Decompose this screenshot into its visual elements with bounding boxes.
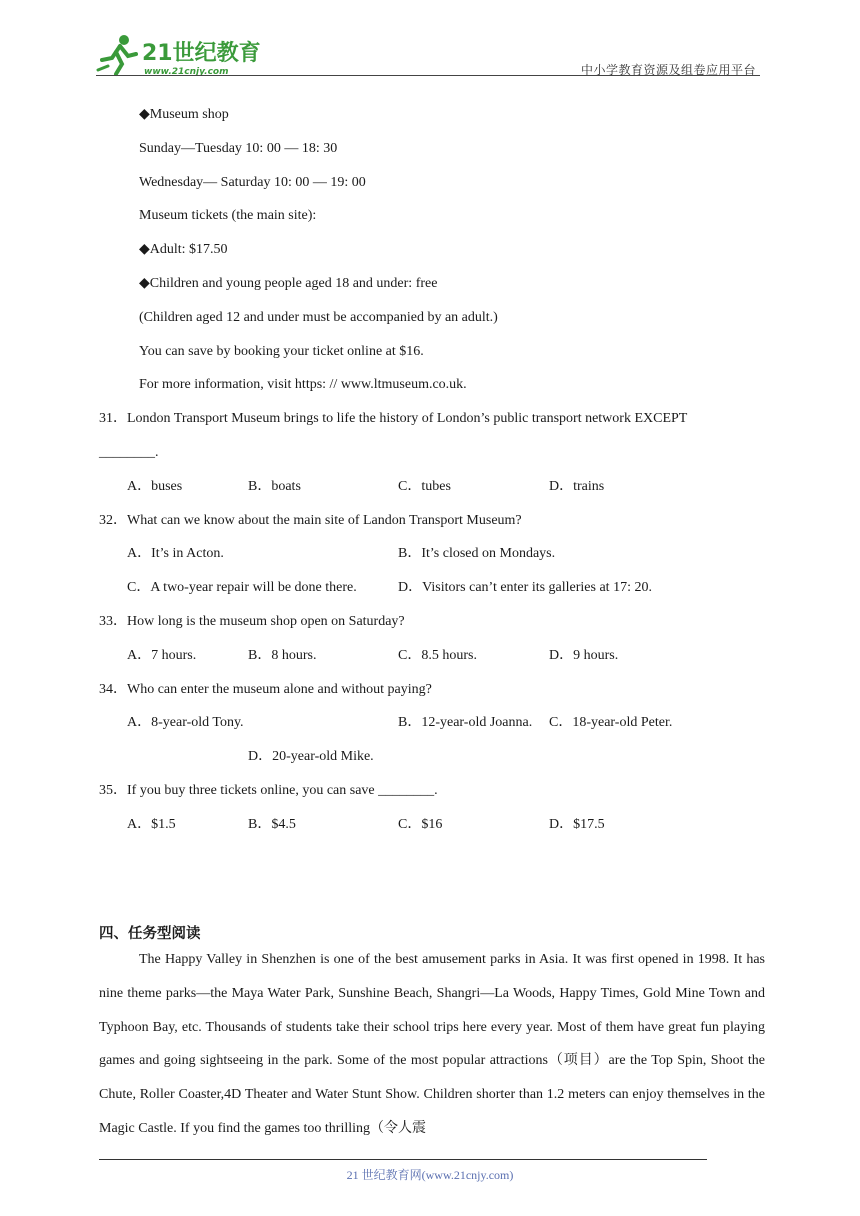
page-header [94,30,760,78]
question-31-stem: 31．London Transport Museum brings to life the history of London’s public transport network EXCEPT [99,411,688,426]
q31-option-c[interactable]: C．tubes [398,479,451,494]
svg-text:21世纪教育: 21世纪教育 [142,41,261,66]
q33-option-d[interactable]: D．9 hours. [549,648,619,663]
info-line: Wednesday— Saturday 10: 00 — 19: 00 [139,175,366,190]
question-34-stem: 34．Who can enter the museum alone and without paying? [99,682,432,697]
q33-option-b[interactable]: B．8 hours. [248,648,317,663]
q34-option-a[interactable]: A．8-year-old Tony. [127,715,244,730]
q32-option-d[interactable]: D．Visitors can’t enter its galleries at 17: 20. [398,580,652,595]
question-32-stem: 32．What can we know about the main site of Landon Transport Museum? [99,513,522,528]
site-logo [94,30,264,78]
q34-option-b[interactable]: B．12-year-old Joanna. [398,715,533,730]
q35-option-c[interactable]: C．$16 [398,817,443,832]
info-line: ◆Museum shop [139,107,229,122]
section-title: 四、任务型阅读 [99,926,201,942]
q32-option-c[interactable]: C．A two-year repair will be done there. [127,580,357,595]
question-33-stem: 33．How long is the museum shop open on Saturday? [99,614,405,629]
info-line: ◆Adult: $17.50 [139,242,228,257]
q35-option-b[interactable]: B．$4.5 [248,817,296,832]
info-line: Museum tickets (the main site): [139,208,317,223]
q32-option-a[interactable]: A．It’s in Acton. [127,546,224,561]
info-line: You can save by booking your ticket online at $16. [139,344,424,359]
info-line: For more information, visit https: // www.ltmuseum.co.uk. [139,377,467,392]
q31-option-d[interactable]: D．trains [549,479,605,494]
reading-passage [99,943,765,1146]
q35-option-a[interactable]: A．$1.5 [127,817,176,832]
q33-option-a[interactable]: A．7 hours. [127,648,197,663]
passage-paragraph: The Happy Valley in Shenzhen is one of the best amusement parks in Asia. It was first opened in 1998. It has nine theme parks—the Maya Water Park, Sunshine Beach, Shangri—La Woods, Happy Times, Gold Mine Town and Typhoon Bay, etc. Thousands of students take their school trips here every year. Most of them have great fun playing games and going sightseeing in the park. Some of the most popular attractions（项目）are the Top Spin, Shoot the Chute, Roller Coaster,4D Theater and Water Stunt Show. Children shorter than 1.2 meters can enjoy themselves in the Magic Castle. If you find the games too thrilling（令人震 [99,952,765,1136]
footer-text[interactable]: 21 世纪教育网(www.21cnjy.com) [346,1168,514,1182]
q35-option-d[interactable]: D．$17.5 [549,817,605,832]
q34-option-c[interactable]: C．18-year-old Peter. [549,715,673,730]
info-line: (Children aged 12 and under must be accompanied by an adult.) [139,310,498,325]
question-31-blank: ________. [99,445,159,460]
info-line: Sunday—Tuesday 10: 00 — 18: 30 [139,141,338,156]
question-35-stem: 35．If you buy three tickets online, you can save ________. [99,783,438,798]
q34-option-d[interactable]: D．20-year-old Mike. [248,749,374,764]
q31-option-b[interactable]: B．boats [248,479,301,494]
q31-option-a[interactable]: A．buses [127,479,183,494]
q32-option-b[interactable]: B．It’s closed on Mondays. [398,546,556,561]
platform-name: 中小学教育资源及组卷应用平台 [580,63,756,77]
info-line: ◆Children and young people aged 18 and under: free [139,276,438,291]
footer-divider [99,1159,707,1160]
q33-option-c[interactable]: C．8.5 hours. [398,648,477,663]
svg-text:www.21cnjy.com: www.21cnjy.com [144,67,229,77]
header-divider [96,75,760,76]
